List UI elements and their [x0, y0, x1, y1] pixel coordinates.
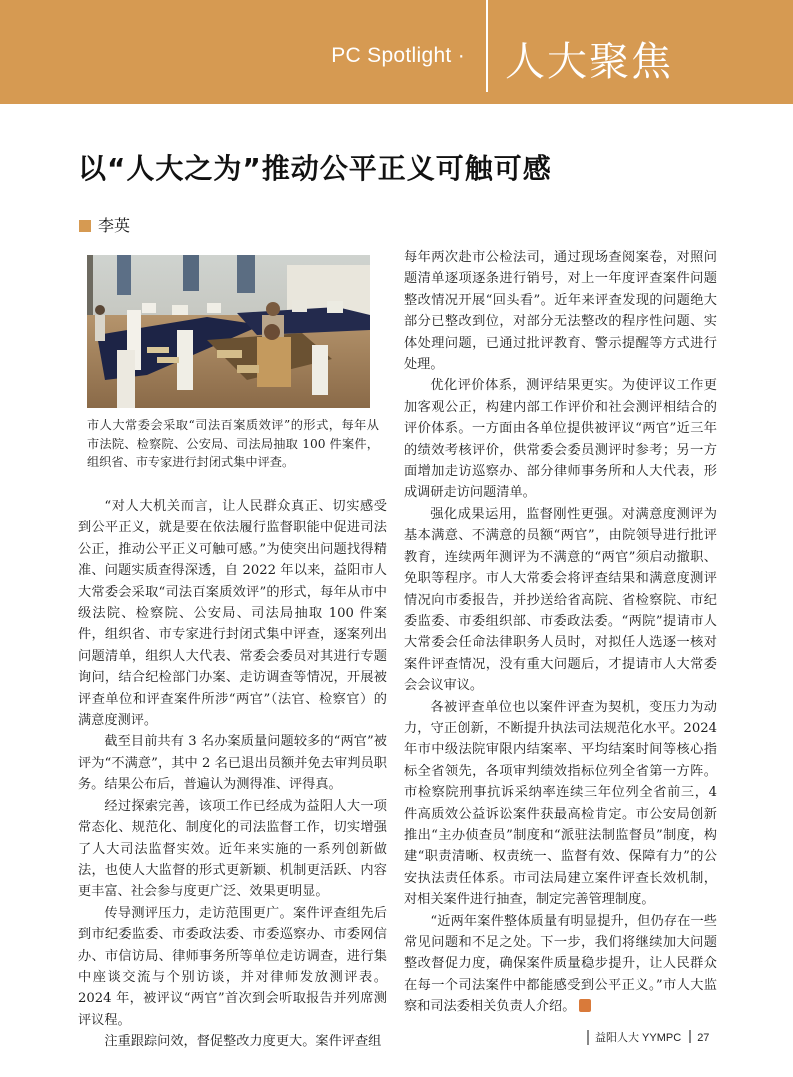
final-paragraph [404, 911, 717, 1018]
page-divider [689, 1030, 691, 1043]
paragraph: 优化评价体系，测评结果更实。为使评议工作更加客观公正，构建内部工作评价和社会测评相结合的评价体系。一方面由各单位提供被评议“两官”近三年的绩效考核评价，供常委会委员测评时参考；另一方面增加走访巡察办、部分律师事务所和人大代表，形成调研走访问题清单。 [404, 378, 717, 501]
paragraph: 截至目前共有 3 名办案质量问题较多的“两官”被评为“不满意”，其中 2 名已退出员额并免去审判员职务。结果公布后，普遍认为测得准、评得真。 [78, 734, 387, 793]
text-column-left [78, 496, 387, 1053]
page-number: 27 [697, 1032, 710, 1044]
paragraph: “对人大机关而言，让人民群众真正、切实感受到公平正义，就是要在依法履行监督职能中促进司法公正，推动公平正义可触可感。”为使突出问题找得精准、问题实质查得深透，自 2022 年以来，益阳市人大常委会采取“司法百案质效评”的形式，每年从市中级法院、检察院、公安局、司法局抽取 100 件案件，组织省、市专家进行封闭式集中评查，逐案列出问题清单，组织人大代表、常委会委员对其进行专题询问，结合纪检部门办案、走访调查等情况，开展被评查单位和评查案件所涉“两官”（法官、检察官）的满意度测评。 [78, 499, 387, 729]
paragraph-text: “近两年案件整体质量有明显提升，但仍存在一些常见问题和不足之处。下一步，我们将继续加大问题整改督促力度，确保案件质量稳步提升，让人民群众在每一个司法案件中都能感受到公平正义。”市人大监察和司法委相关负责人介绍。 [404, 913, 717, 1015]
section-header-bar [0, 0, 793, 104]
paragraph: 强化成果运用，监督刚性更强。对满意度测评为基本满意、不满意的员额“两官”，由院领导进行批评教育，连续两年测评为不满意的“两官”须启动撤职、免职等程序。市人大常委会将评查结果和满意度测评情况向市委报告，并抄送给省高院、省检察院、市纪委监委、市委组织部、市委政法委。“两院”提请市人大常委会任命法律职务人员时，对拟任人选逐一核对案件评查情况，没有重大问题后，才提请市人大常委会会议审议。 [404, 506, 717, 694]
paragraph: 经过探索完善，该项工作已经成为益阳人大一项常态化、规范化、制度化的司法监督工作，切实增强了人大司法监督实效。近年来实施的一系列创新做法，也使人大监督的形式更新颖、机制更活跃、内容更丰富、社会参与度更广泛、效果更明显。 [78, 798, 387, 900]
photo-caption: 市人大常委会采取“司法百案质效评”的形式，每年从市法院、检察院、公安局、司法局抽取 100 件案件，组织省、市专家进行封闭式集中评查。 [87, 418, 379, 469]
paragraph: 各被评查单位也以案件评查为契机，变压力为动力，守正创新，不断提升执法司法规范化水平。2024 年市中级法院审限内结案率、平均结案时间等核心指标全省领先，各项审判绩效指标位列全省第一方阵。市检察院刑事抗诉采纳率连续三年位列全省前三，4 件高质效公益诉讼案件获最高检肯定。市公安局创新推出“主办侦查员”制度和“派驻法制监督员”制度，构建“职责清晰、权责统一、监督有效、保障有力”的公安执法责任体系。市司法局建立案件评查长效机制，对相关案件进行抽查，制定完善管理制度。 [404, 699, 717, 908]
spotlight-label: PC Spotlight · [331, 44, 465, 67]
article-title: 以“人大之为”推动公平正义可触可感 [78, 152, 552, 185]
page-footer [595, 1030, 709, 1045]
paragraph: 传导测评压力，走访范围更广。案件评查组先后到市纪委监委、市委政法委、市委巡察办、市委网信办、市信访局、律师事务所等单位走访调查，进行集中座谈交流与个别访谈，并对律师发放测评表。2024 年，被评议“两官”首次到会听取报告并列席测评议程。 [78, 905, 387, 1028]
footer-divider [587, 1030, 589, 1045]
end-mark-icon [579, 999, 591, 1012]
text-column-right [404, 247, 717, 1018]
author-name: 李英 [98, 216, 131, 235]
paragraph: 注重跟踪问效，督促整改力度更大。案件评查组 [104, 1034, 382, 1050]
author-line [79, 213, 130, 233]
header-divider [486, 0, 488, 92]
section-title: 人大聚焦 [505, 39, 673, 85]
paragraph-continued: 每年两次赴市公检法司，通过现场查阅案卷，对照问题清单逐项逐条进行销号，对上一年度评查案件问题整改情况开展“回头看”。近年来评查发现的问题绝大部分已整改到位，对部分无法整改的程序性问题、实体处理问题，已通过批评教育、警示提醒等方式进行处理。 [404, 250, 717, 373]
author-marker-icon [79, 220, 91, 232]
meeting-room-photo [87, 255, 370, 408]
article-photo [87, 255, 370, 408]
magazine-name: 益阳人大 YYMPC [595, 1032, 682, 1044]
